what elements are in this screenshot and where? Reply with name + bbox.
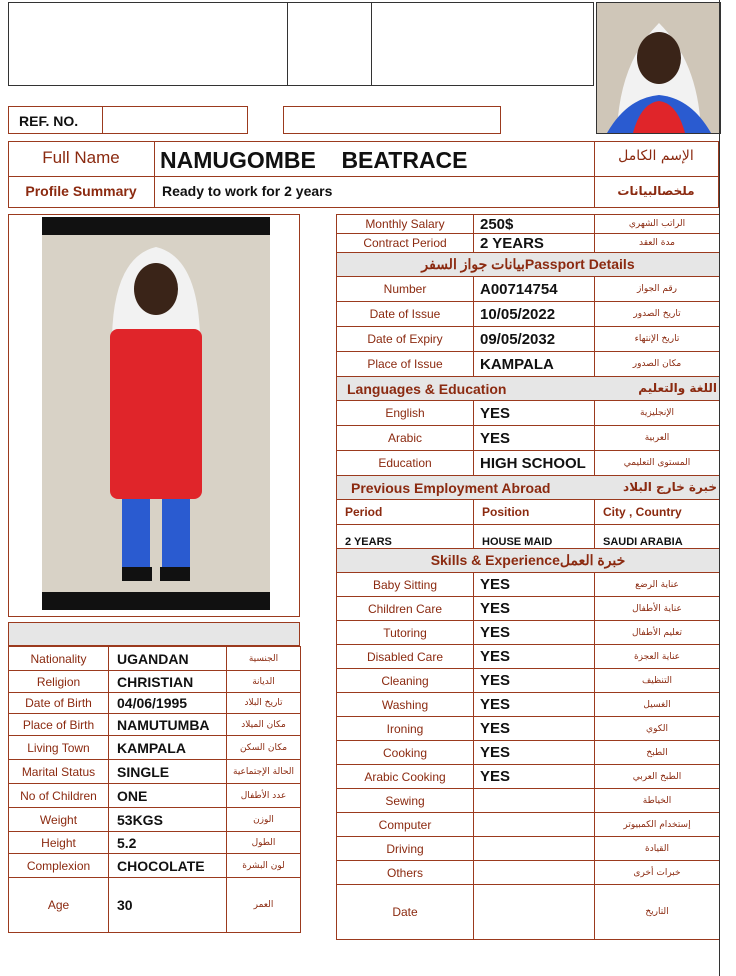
- skill-row: [337, 645, 720, 669]
- skill-row-value: YES: [474, 693, 595, 717]
- personal-label: Date of Birth: [9, 693, 109, 714]
- personal-label-ar: مكان الميلاد: [227, 714, 301, 736]
- language-row-label-ar: المستوى التعليمي: [595, 451, 720, 476]
- contract-row-label: Contract Period: [337, 234, 474, 253]
- employment-header: [337, 476, 720, 500]
- contract-row-label-ar: مدة العقد: [595, 234, 720, 253]
- language-row-value: YES: [474, 426, 595, 451]
- passport-row-label-ar: رقم الجواز: [595, 277, 720, 302]
- personal-value: CHRISTIAN: [109, 671, 227, 693]
- personal-label-ar: عدد الأطفال: [227, 784, 301, 808]
- personal-row: [9, 693, 301, 714]
- passport-row-label-ar: مكان الصدور: [595, 352, 720, 377]
- passport-header-title: بيانات جواز السفرPassport Details: [337, 253, 720, 277]
- header-box: [8, 2, 594, 86]
- skill-row-label: Others: [337, 861, 474, 885]
- skill-row-label-ar: الطبخ: [595, 741, 720, 765]
- personal-label: Living Town: [9, 736, 109, 760]
- header-divider-2: [371, 2, 372, 86]
- personal-row: [9, 736, 301, 760]
- language-row-label: English: [337, 401, 474, 426]
- personal-row: [9, 832, 301, 854]
- skill-row-value: [474, 885, 595, 940]
- ref-label-box: [8, 106, 103, 134]
- personal-value: 5.2: [109, 832, 227, 854]
- skill-row-value: YES: [474, 741, 595, 765]
- employment-header-cell: [337, 476, 720, 500]
- passport-row-label: Date of Expiry: [337, 327, 474, 352]
- skill-row-label-ar: التنظيف: [595, 669, 720, 693]
- personal-label-ar: الطول: [227, 832, 301, 854]
- passport-row: [337, 277, 720, 302]
- skill-row: [337, 741, 720, 765]
- skill-row: [337, 789, 720, 813]
- personal-row: [9, 671, 301, 693]
- skill-row-label-ar: الخياطة: [595, 789, 720, 813]
- skill-row-label: Sewing: [337, 789, 474, 813]
- personal-row: [9, 760, 301, 784]
- language-row: [337, 426, 720, 451]
- passport-row: [337, 327, 720, 352]
- skill-row-value: [474, 813, 595, 837]
- profile-label: Profile Summary: [25, 183, 137, 199]
- personal-label: Nationality: [9, 647, 109, 671]
- personal-label: Height: [9, 832, 109, 854]
- employment-cell: HOUSE MAID: [474, 525, 595, 549]
- contract-row: [337, 215, 720, 234]
- skill-row: [337, 813, 720, 837]
- skill-row-label: Ironing: [337, 717, 474, 741]
- personal-row: [9, 808, 301, 832]
- skill-row-label: Disabled Care: [337, 645, 474, 669]
- skill-row-label-ar: عناية الأطفال: [595, 597, 720, 621]
- skill-row-label: Cooking: [337, 741, 474, 765]
- personal-label: Age: [9, 878, 109, 933]
- language-row: [337, 451, 720, 476]
- personal-row: [9, 784, 301, 808]
- full-name-label: Full Name: [42, 148, 120, 167]
- contract-row-value: 2 YEARS: [474, 234, 595, 253]
- employment-column-header: Position: [474, 500, 595, 525]
- employment-cell: 2 YEARS: [337, 525, 474, 549]
- language-row-value: YES: [474, 401, 595, 426]
- personal-label-ar: الجنسية: [227, 647, 301, 671]
- skill-row-value: [474, 837, 595, 861]
- personal-value: KAMPALA: [109, 736, 227, 760]
- skill-row-value: [474, 861, 595, 885]
- skill-row-label: Children Care: [337, 597, 474, 621]
- passport-row-label: Date of Issue: [337, 302, 474, 327]
- personal-label-ar: الديانة: [227, 671, 301, 693]
- ref-label: REF. NO.: [19, 113, 79, 129]
- skill-row: [337, 573, 720, 597]
- personal-label-ar: لون البشرة: [227, 854, 301, 878]
- personal-label: Religion: [9, 671, 109, 693]
- skill-row: [337, 765, 720, 789]
- languages-title-ar: اللغة والتعليم: [638, 380, 717, 395]
- personal-value: CHOCOLATE: [109, 854, 227, 878]
- personal-label: Weight: [9, 808, 109, 832]
- passport-row: [337, 302, 720, 327]
- skill-row-label: Date: [337, 885, 474, 940]
- skill-row-label: Arabic Cooking: [337, 765, 474, 789]
- skill-row-value: YES: [474, 717, 595, 741]
- languages-header: [337, 377, 720, 401]
- skill-row: [337, 885, 720, 940]
- languages-title-en: Languages & Education: [347, 380, 507, 397]
- full-name-label-ar: الإسم الكامل: [618, 148, 694, 164]
- passport-row-value: 09/05/2032: [474, 327, 595, 352]
- full-name-value: NAMUGOMBE BEATRACE: [160, 147, 468, 173]
- portrait-photo: [596, 2, 721, 134]
- passport-row-label-ar: تاريخ الصدور: [595, 302, 720, 327]
- contract-row-label-ar: الراتب الشهري: [595, 215, 720, 234]
- personal-label: No of Children: [9, 784, 109, 808]
- skill-row-label: Computer: [337, 813, 474, 837]
- full-body-photo: [42, 217, 270, 610]
- personal-row: [9, 647, 301, 671]
- personal-value: 53KGS: [109, 808, 227, 832]
- personal-table: [8, 646, 301, 933]
- skill-row: [337, 669, 720, 693]
- skill-row-label-ar: الغسيل: [595, 693, 720, 717]
- skill-row-label: Washing: [337, 693, 474, 717]
- employment-row: [337, 525, 720, 549]
- passport-row-value: A00714754: [474, 277, 595, 302]
- passport-row-label: Place of Issue: [337, 352, 474, 377]
- language-row-label-ar: الإنجليزية: [595, 401, 720, 426]
- skill-row-value: YES: [474, 597, 595, 621]
- employment-cell: SAUDI ARABIA: [595, 525, 720, 549]
- passport-row-value: 10/05/2022: [474, 302, 595, 327]
- header-divider-1: [287, 2, 288, 86]
- contract-row-label: Monthly Salary: [337, 215, 474, 234]
- skill-row-label: Driving: [337, 837, 474, 861]
- skill-row: [337, 693, 720, 717]
- personal-label: Complexion: [9, 854, 109, 878]
- personal-label-ar: العمر: [227, 878, 301, 933]
- skill-row: [337, 597, 720, 621]
- skill-row-label-ar: إستخدام الكمبيوتر: [595, 813, 720, 837]
- employment-column-header: Period: [337, 500, 474, 525]
- skill-row-label-ar: القيادة: [595, 837, 720, 861]
- skills-header-title: Skills & Experienceخبرة العمل: [337, 549, 720, 573]
- skill-row: [337, 837, 720, 861]
- skill-row-label-ar: عناية الرضع: [595, 573, 720, 597]
- skill-row-label-ar: الكوي: [595, 717, 720, 741]
- skill-row-label: Cleaning: [337, 669, 474, 693]
- passport-row-label-ar: تاريخ الإنتهاء: [595, 327, 720, 352]
- personal-value: ONE: [109, 784, 227, 808]
- personal-label-ar: تاريخ البلاد: [227, 693, 301, 714]
- skill-row-value: YES: [474, 645, 595, 669]
- skill-row-value: YES: [474, 765, 595, 789]
- languages-header-cell: [337, 377, 720, 401]
- skill-row-label: Baby Sitting: [337, 573, 474, 597]
- personal-value: 30: [109, 878, 227, 933]
- personal-value: NAMUTUMBA: [109, 714, 227, 736]
- ref-value-box[interactable]: [102, 106, 248, 134]
- profile-value: Ready to work for 2 years: [162, 183, 333, 199]
- skill-row-label-ar: التاريخ: [595, 885, 720, 940]
- ref-extra-box[interactable]: [283, 106, 501, 134]
- skill-row-value: [474, 789, 595, 813]
- skill-row-label-ar: عناية العجزة: [595, 645, 720, 669]
- profile-label-ar: ملخصالبيانات: [617, 184, 695, 198]
- personal-label-ar: مكان السكن: [227, 736, 301, 760]
- passport-row-value: KAMPALA: [474, 352, 595, 377]
- employment-columns: [337, 500, 720, 525]
- employment-title-ar: خبرة خارج البلاد: [623, 479, 717, 494]
- name-divider-v1: [154, 141, 155, 208]
- skill-row: [337, 621, 720, 645]
- language-row-label-ar: العربية: [595, 426, 720, 451]
- personal-row: [9, 854, 301, 878]
- personal-row: [9, 714, 301, 736]
- language-row-label: Arabic: [337, 426, 474, 451]
- personal-value: UGANDAN: [109, 647, 227, 671]
- language-row-label: Education: [337, 451, 474, 476]
- skill-row-label-ar: تعليم الأطفال: [595, 621, 720, 645]
- personal-label: Place of Birth: [9, 714, 109, 736]
- language-row-value: HIGH SCHOOL: [474, 451, 595, 476]
- skill-row-label-ar: خبرات أخرى: [595, 861, 720, 885]
- skill-row-value: YES: [474, 669, 595, 693]
- right-info-table: [336, 214, 720, 940]
- personal-label: Marital Status: [9, 760, 109, 784]
- right-edge-line: [719, 0, 720, 976]
- personal-row: [9, 878, 301, 933]
- skill-row: [337, 861, 720, 885]
- personal-header-bar: [8, 622, 300, 646]
- personal-value: SINGLE: [109, 760, 227, 784]
- passport-row: [337, 352, 720, 377]
- skill-row-value: YES: [474, 573, 595, 597]
- language-row: [337, 401, 720, 426]
- name-divider-h: [8, 176, 719, 177]
- personal-label-ar: الحالة الإجتماعية: [227, 760, 301, 784]
- passport-header: [337, 253, 720, 277]
- skill-row-label: Tutoring: [337, 621, 474, 645]
- personal-value: 04/06/1995: [109, 693, 227, 714]
- passport-row-label: Number: [337, 277, 474, 302]
- employment-title-en: Previous Employment Abroad: [351, 479, 551, 496]
- skill-row-value: YES: [474, 621, 595, 645]
- skill-row: [337, 717, 720, 741]
- contract-row-value: 250$: [474, 215, 595, 234]
- skill-row-label-ar: الطبخ العربي: [595, 765, 720, 789]
- skills-header: [337, 549, 720, 573]
- personal-label-ar: الوزن: [227, 808, 301, 832]
- employment-column-header: City , Country: [595, 500, 720, 525]
- contract-row: [337, 234, 720, 253]
